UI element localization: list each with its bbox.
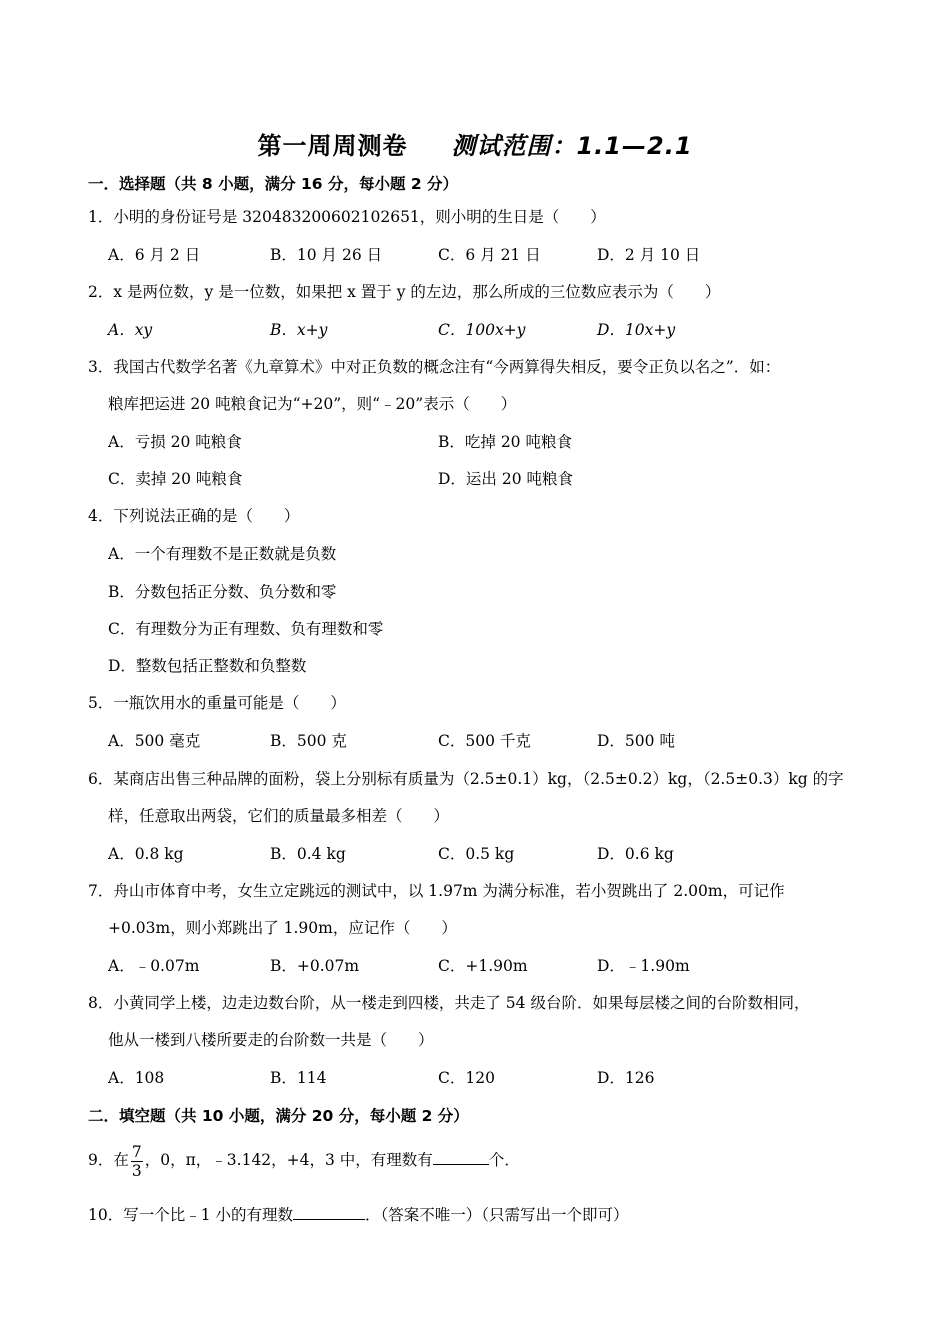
title-main: 第一周周测卷 xyxy=(257,132,408,160)
question-6-line2: 样，任意取出两袋，它们的质量最多相差（ ） xyxy=(108,807,450,825)
q9-answer-blank[interactable] xyxy=(433,1150,489,1165)
question-2: 2．x 是两位数，y 是一位数，如果把 x 置于 y 的左边，那么所成的三位数应表示为（ ） xyxy=(88,283,721,301)
q5-option-d: D．500 吨 xyxy=(597,732,675,750)
q6-option-c: C．0.5 kg xyxy=(438,845,515,863)
q3-option-b: B．吃掉 20 吨粮食 xyxy=(438,433,572,451)
question-4: 4．下列说法正确的是（ ） xyxy=(88,507,300,525)
question-3-line1: 3．我国古代数学名著《九章算术》中对正负数的概念注有“今两算得失相反，要令正负以名之”．如： xyxy=(88,358,781,376)
question-3-line2: 粮库把运进 20 吨粮食记为“+20”，则“﹣20”表示（ ） xyxy=(108,395,517,413)
q10-prefix: 10．写一个比﹣1 小的有理数 xyxy=(88,1206,294,1224)
question-6-line1: 6．某商店出售三种品牌的面粉，袋上分别标有质量为（2.5±0.1）kg，（2.5±0.2）kg，（2.5±0.3）kg 的字 xyxy=(88,770,844,788)
page-title xyxy=(0,126,950,161)
question-8-line2: 他从一楼到八楼所要走的台阶数一共是（ ） xyxy=(108,1031,434,1049)
question-5: 5．一瓶饮用水的重量可能是（ ） xyxy=(88,694,346,712)
question-9 xyxy=(88,1138,520,1182)
q7-option-c: C．+1.90m xyxy=(438,957,528,975)
question-7-line2: +0.03m，则小郑跳出了 1.90m，应记作（ ） xyxy=(108,919,457,937)
question-8-line1: 8．小黄同学上楼，边走边数台阶，从一楼走到四楼，共走了 54 级台阶．如果每层楼之间的台阶数相同， xyxy=(88,994,810,1012)
q8-option-c: C．120 xyxy=(438,1069,495,1087)
q5-option-a: A．500 毫克 xyxy=(108,732,201,750)
q3-option-d: D．运出 20 吨粮食 xyxy=(438,470,574,488)
q5-option-b: B．500 克 xyxy=(270,732,347,750)
q9-suffix: 个． xyxy=(488,1151,520,1169)
q7-option-b: B．+0.07m xyxy=(270,957,360,975)
q9-fraction xyxy=(131,1143,143,1180)
question-1: 1．小明的身份证号是 320483200602102651，则小明的生日是（ ） xyxy=(88,208,606,226)
q7-option-d: D．﹣1.90m xyxy=(597,957,690,975)
q1-option-b: B．10 月 26 日 xyxy=(270,246,383,264)
title-range: 测试范围：1.1—2.1 xyxy=(451,132,693,160)
question-10 xyxy=(88,1204,629,1226)
q7-option-a: A．﹣0.07m xyxy=(108,957,200,975)
q2-option-d: D．10x+y xyxy=(597,321,676,339)
q1-option-a: A．6 月 2 日 xyxy=(108,246,201,264)
q10-answer-blank[interactable] xyxy=(293,1205,365,1220)
section-heading-fill: 二．填空题（共 10 小题，满分 20 分，每小题 2 分） xyxy=(88,1107,469,1125)
q6-option-a: A．0.8 kg xyxy=(108,845,184,863)
q6-option-d: D．0.6 kg xyxy=(597,845,674,863)
q2-option-b: B．x+y xyxy=(270,321,328,339)
q9-middle: ，0，π，﹣3.142，+4，3 中，有理数有 xyxy=(144,1151,433,1169)
q3-option-c: C．卖掉 20 吨粮食 xyxy=(108,470,243,488)
q6-option-b: B．0.4 kg xyxy=(270,845,346,863)
section-heading-choice: 一．选择题（共 8 小题，满分 16 分，每小题 2 分） xyxy=(88,175,459,193)
q9-fraction-denominator: 3 xyxy=(131,1161,142,1180)
q2-option-a: A．xy xyxy=(108,321,153,339)
q1-option-c: C．6 月 21 日 xyxy=(438,246,541,264)
q8-option-b: B．114 xyxy=(270,1069,327,1087)
q4-option-a: A．一个有理数不是正数就是负数 xyxy=(108,545,337,563)
q4-option-c: C．有理数分为正有理数、负有理数和零 xyxy=(108,620,384,638)
q8-option-d: D．126 xyxy=(597,1069,655,1087)
q3-option-a: A．亏损 20 吨粮食 xyxy=(108,433,242,451)
q9-fraction-numerator: 7 xyxy=(131,1142,142,1161)
q5-option-c: C．500 千克 xyxy=(438,732,531,750)
q2-option-c: C．100x+y xyxy=(438,321,526,339)
q4-option-b: B．分数包括正分数、负分数和零 xyxy=(108,583,337,601)
q1-option-d: D．2 月 10 日 xyxy=(597,246,701,264)
question-7-line1: 7．舟山市体育中考，女生立定跳远的测试中，以 1.97m 为满分标准，若小贺跳出了 2.00m，可记作 xyxy=(88,882,785,900)
q4-option-d: D．整数包括正整数和负整数 xyxy=(108,657,307,675)
q10-suffix: ．（答案不唯一）（只需写出一个即可） xyxy=(365,1206,629,1224)
q8-option-a: A．108 xyxy=(108,1069,165,1087)
q9-prefix: 9．在 xyxy=(88,1151,129,1169)
